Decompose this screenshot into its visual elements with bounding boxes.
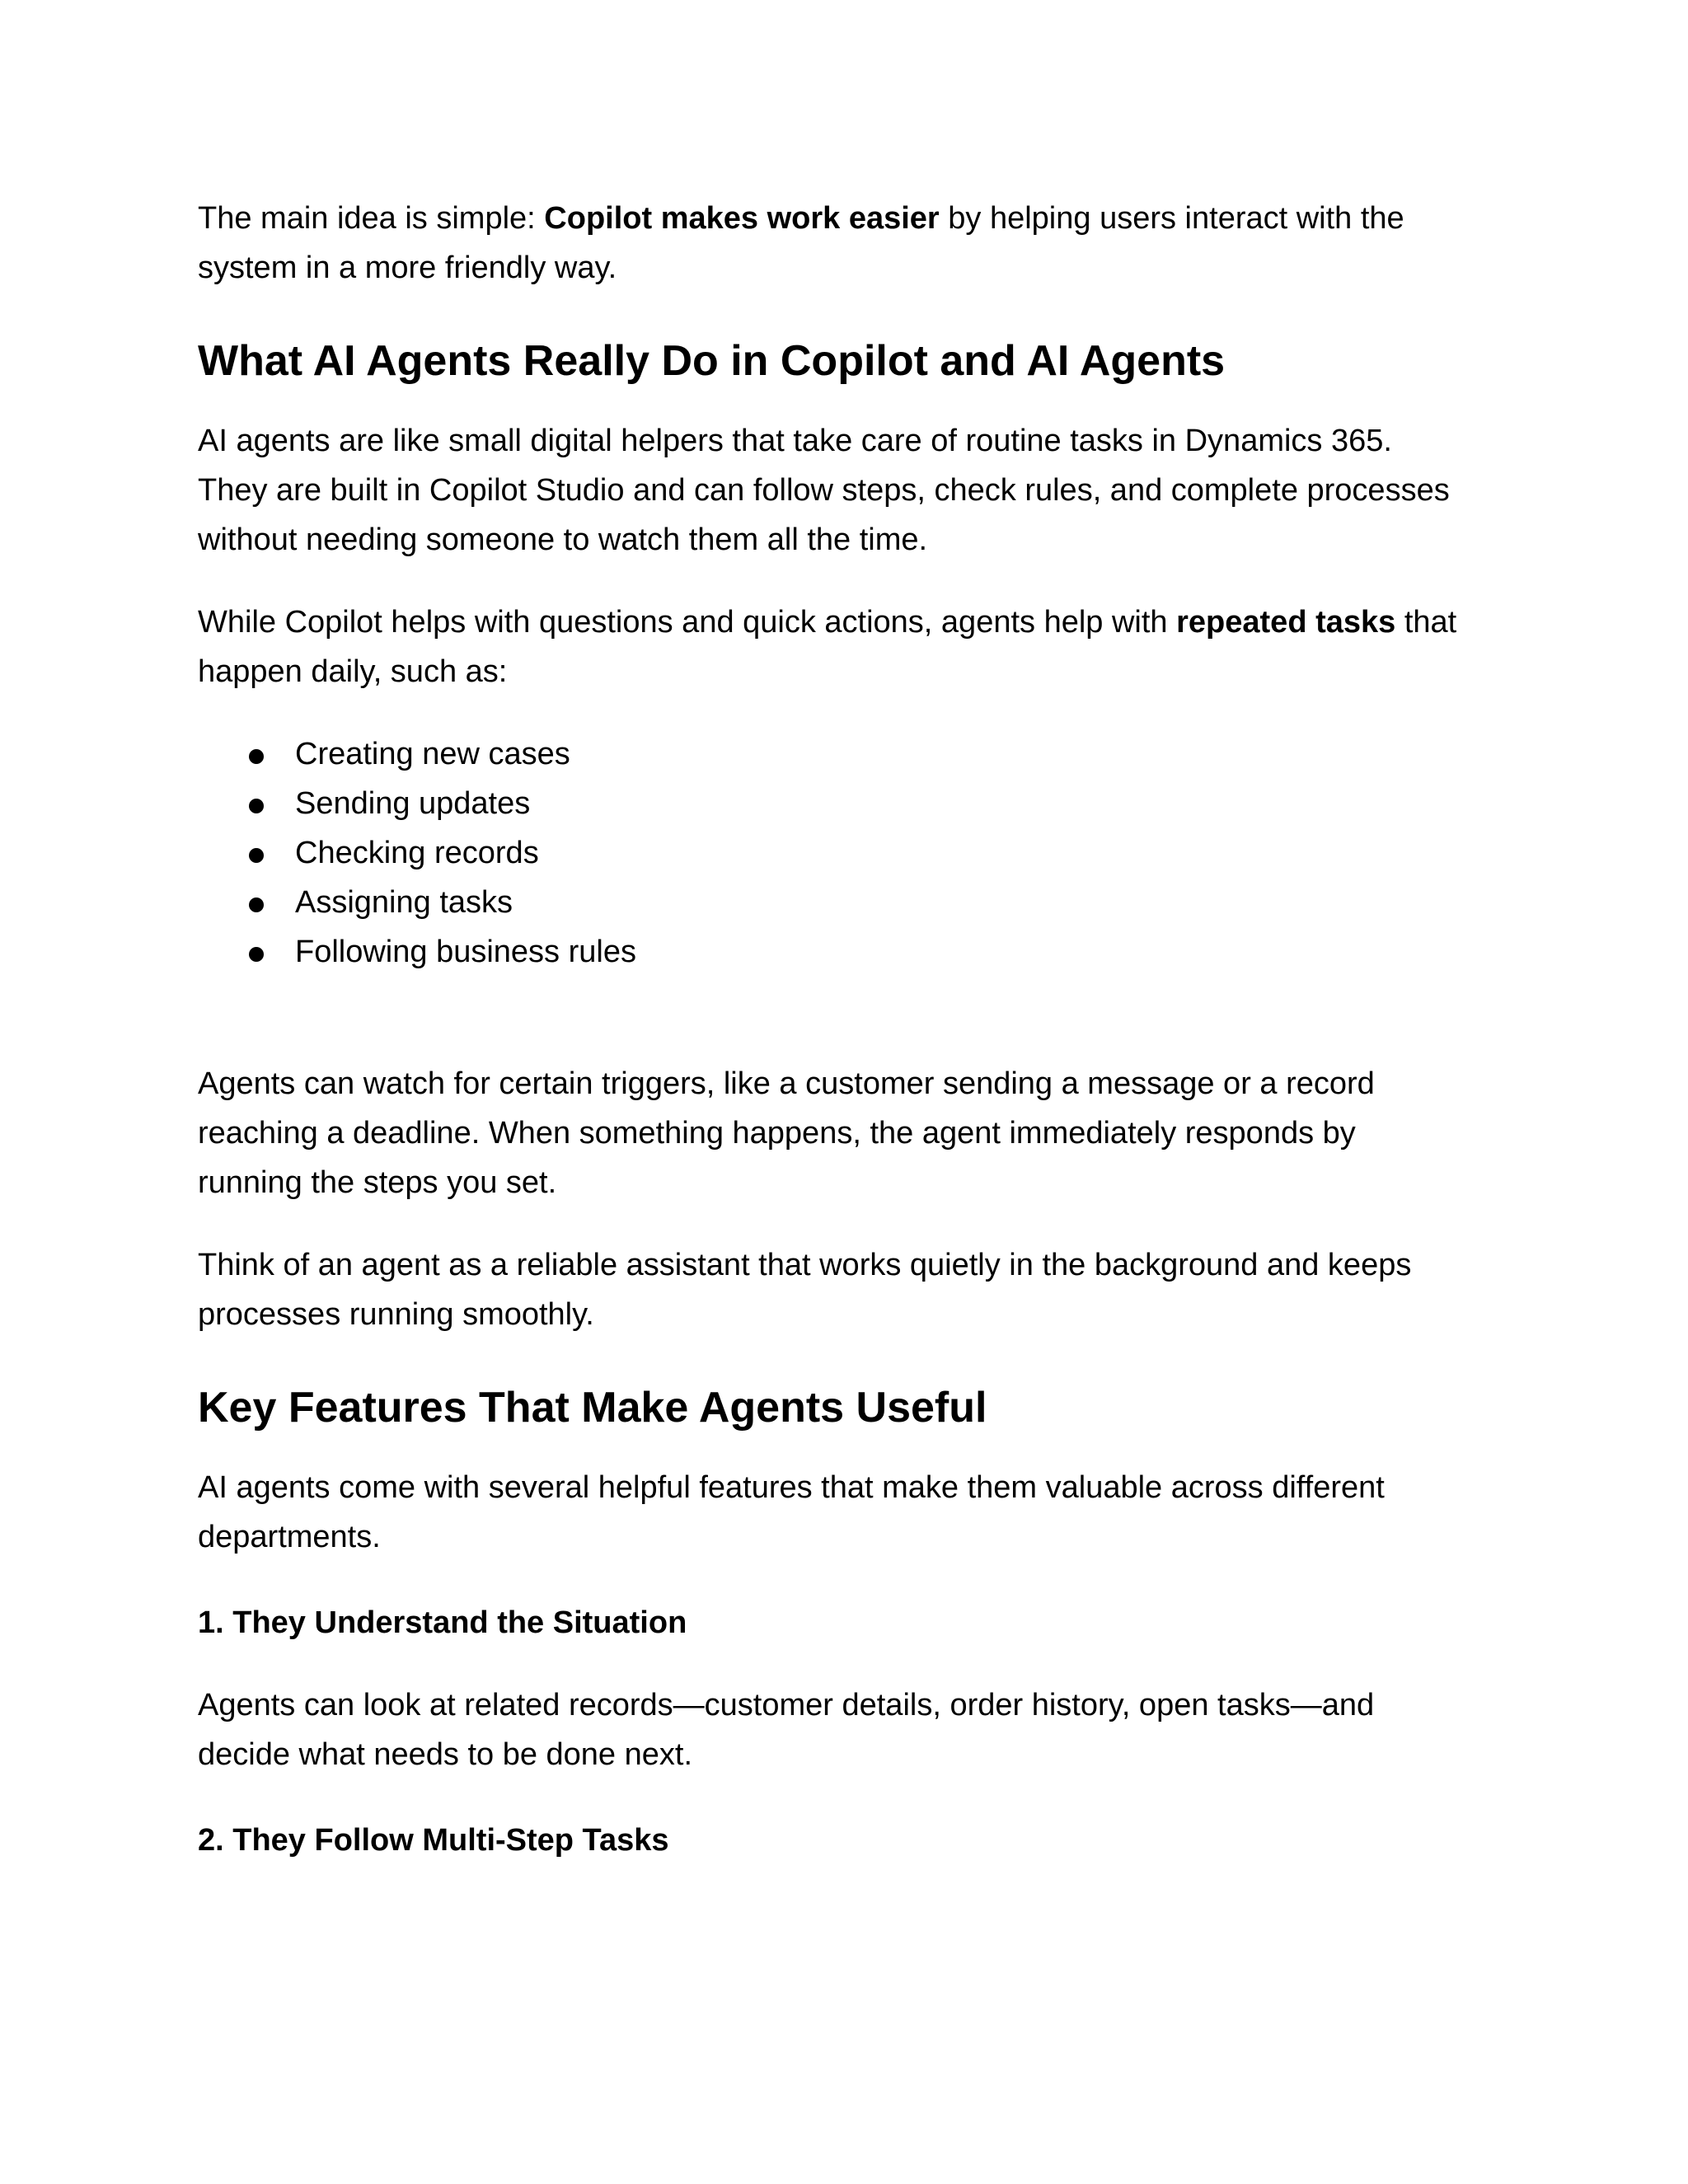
section-heading-key-features: Key Features That Make Agents Useful (198, 1384, 987, 1432)
intro-text-start: The main idea is simple: (198, 201, 545, 236)
list-item (198, 927, 1517, 977)
intro-text-end: by helping users interact with the system in a more friendly way. (198, 201, 1404, 285)
list-item (198, 828, 1517, 878)
bullet-icon (249, 947, 264, 962)
bullet-icon (249, 749, 264, 764)
list-item-text: Assigning tasks (295, 885, 513, 920)
list-item (198, 729, 1517, 779)
repeated-tasks-text-end: that happen daily, such as: (198, 605, 1457, 689)
bullet-icon (249, 898, 264, 912)
triggers-paragraph: Agents can watch for certain triggers, like a customer sending a message or a record reaching a deadline. When something happens, the agent immediately responds by running the steps you set. (198, 1066, 1375, 1200)
understand-situation-paragraph: Agents can look at related records—customer details, order history, open tasks—and decide what needs to be done next. (198, 1688, 1375, 1772)
repeated-tasks-text-start: While Copilot helps with questions and quick actions, agents help with (198, 605, 1177, 640)
ai-agents-paragraph: AI agents are like small digital helpers that take care of routine tasks in Dynamics 365. They are built in Copilot Studio and can follow steps, check rules, and complete processes without needing someone to watch them all the time. (198, 424, 1450, 557)
intro-paragraph (198, 194, 1467, 293)
assistant-paragraph: Think of an agent as a reliable assistant that works quietly in the background and keeps processes running smoothly. (198, 1248, 1412, 1332)
list-item-text: Following business rules (295, 935, 636, 969)
list-item (198, 779, 1517, 828)
list-item (198, 878, 1517, 927)
subheading-multi-step-tasks: 2. They Follow Multi-Step Tasks (198, 1823, 669, 1858)
list-item-text: Creating new cases (295, 737, 570, 771)
list-item-text: Checking records (295, 836, 539, 870)
repeated-tasks-paragraph (198, 598, 1467, 696)
list-item-text: Sending updates (295, 786, 531, 821)
bullet-icon (249, 848, 264, 863)
task-bullet-list (198, 729, 1517, 977)
subheading-understand-situation: 1. They Understand the Situation (198, 1605, 687, 1640)
key-features-paragraph: AI agents come with several helpful features that make them valuable across different departments. (198, 1470, 1385, 1554)
intro-bold-text: Copilot makes work easier (544, 201, 940, 236)
bullet-icon (249, 799, 264, 813)
repeated-tasks-bold-text: repeated tasks (1176, 605, 1396, 640)
document-page (198, 194, 1517, 1865)
section-heading-ai-agents: What AI Agents Really Do in Copilot and AI Agents (198, 337, 1226, 385)
